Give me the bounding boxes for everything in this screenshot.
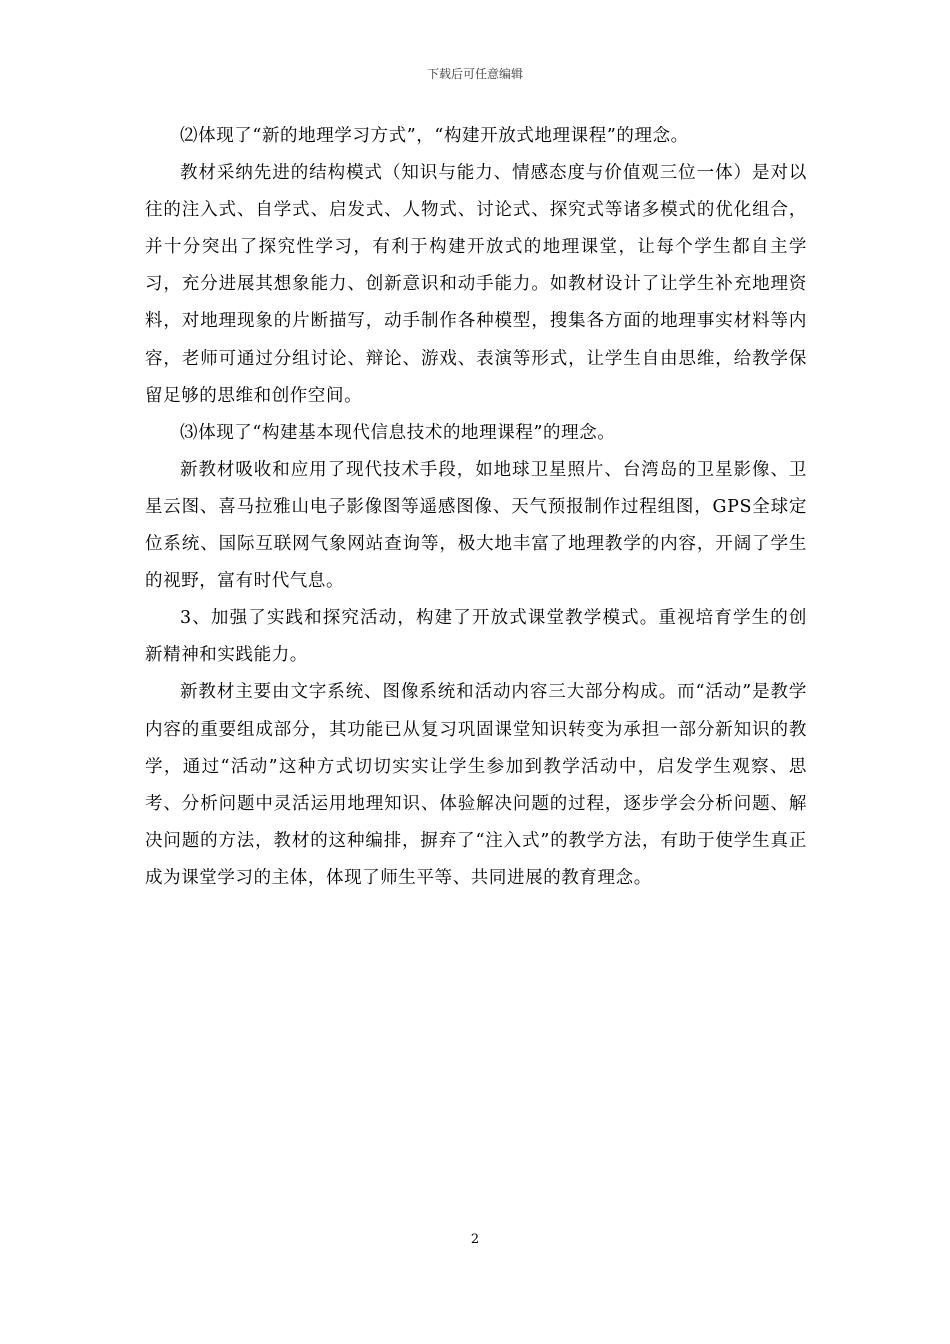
paragraph-point-3: 3、加强了实践和探究活动，构建了开放式课堂教学模式。重视培育学生的创新精神和实践能力。 (145, 608, 807, 666)
paragraph-structure-model: 教材采纳先进的结构模式（知识与能力、情感态度与价值观三位一体）是对以往的注入式、自学式、启发式、人物式、讨论式、探究式等诸多模式的优化组合，并十分突出了探究性学习，有利于构建开放式的地理课堂，让每个学生都自主学习，充分进展其想象能力、创新意识和动手能力。如教材设计了让学生补充地理资料，对地理现象的片断描写，动手制作各种模型，搜集各方面的地理事实材料等内容，老师可通过分组讨论、辩论、游戏、表演等形式，让学生自由思维，给教学保留足够的思维和创作空间。 (145, 163, 807, 406)
page-header: 下载后可任意编辑 (426, 67, 523, 81)
paragraph-modern-technology: 新教材吸收和应用了现代技术手段，如地球卫星照片、台湾岛的卫星影像、卫星云图、喜马拉雅山电子影像图等遥感图像、天气预报制作过程组图，GPS全球定位系统、国际互联网气象网站查询等，极大地丰富了地理教学的内容，开阔了学生的视野，富有时代气息。 (145, 459, 807, 592)
document-body (145, 118, 807, 897)
page-number: 2 (470, 1232, 480, 1247)
paragraph-activities: 新教材主要由文字系统、图像系统和活动内容三大部分构成。而“活动”是教学内容的重要组成部分，其功能已从复习巩固课堂知识转变为承担一部分新知识的教学，通过“活动”这种方式切切实实让学生参加到教学活动中，启发学生观察、思考、分析问题中灵活运用地理知识、体验解决问题的过程，逐步学会分析问题、解决问题的方法，教材的这种编排，摒弃了“注入式”的教学方法，有助于使学生真正成为课堂学习的主体，体现了师生平等、共同进展的教育理念。 (145, 682, 807, 888)
paragraph-principle-2: ⑵体现了“新的地理学习方式”，“构建开放式地理课程”的理念。 (180, 126, 689, 146)
paragraph-principle-3: ⑶体现了“构建基本现代信息技术的地理课程”的理念。 (180, 422, 616, 443)
